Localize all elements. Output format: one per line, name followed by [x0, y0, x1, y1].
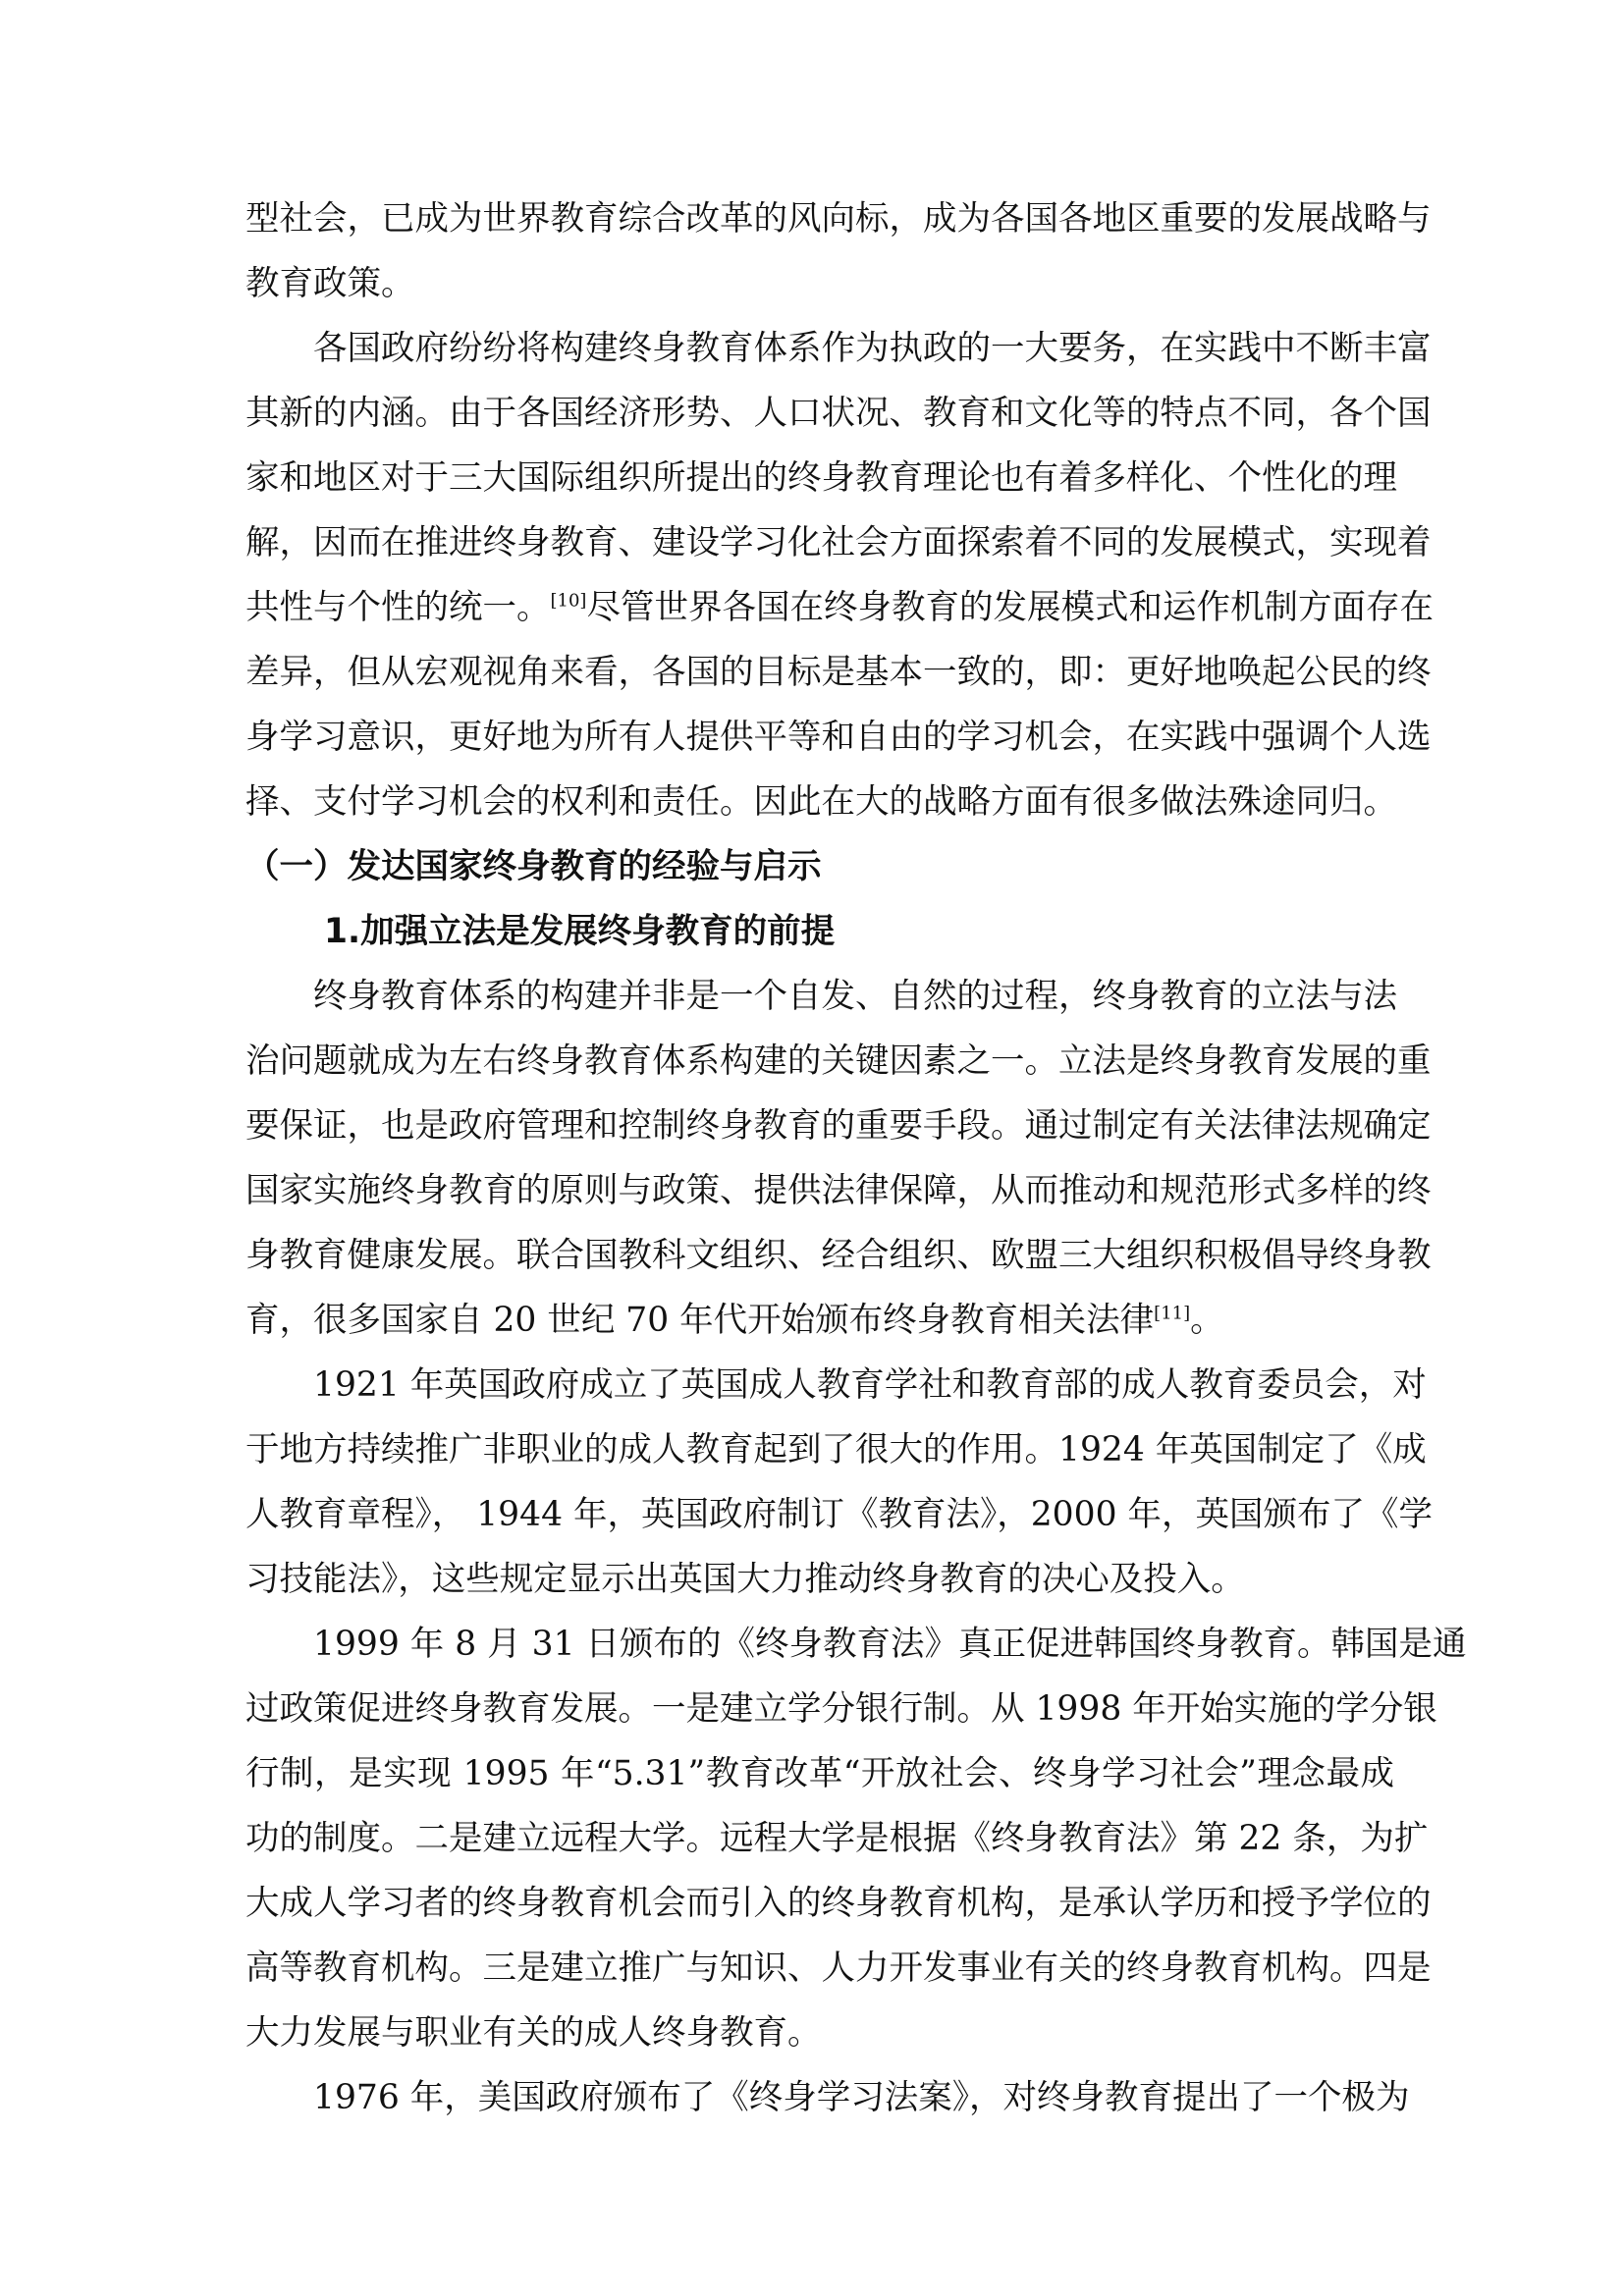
text-line: 大力发展与职业有关的成人终身教育。: [245, 2013, 822, 2053]
text-line: 大成人学习者的终身教育机会而引入的终身教育机构，是承认学历和授予学位的: [245, 1884, 1432, 1923]
text-line: 差异，但从宏观视角来看，各国的目标是基本一致的，即：更好地唤起公民的终: [245, 653, 1432, 692]
text-line: 解，因而在推进终身教育、建设学习化社会方面探索着不同的发展模式，实现着: [245, 523, 1432, 562]
text-segment: 。: [1190, 1301, 1224, 1340]
text-line: 高等教育机构。三是建立推广与知识、人力开发事业有关的终身教育机构。四是: [245, 1949, 1432, 1988]
text-line: 行制，是实现 1995 年“5.31”教育改革“开放社会、终身学习社会”理念最成: [245, 1754, 1394, 1793]
text-line: [245, 1288, 1394, 1353]
text-line: 人教育章程》， 1944 年，英国政府制订《教育法》，2000 年，英国颁布了《学: [245, 1495, 1433, 1534]
text-line: 其新的内涵。由于各国经济形势、人口状况、教育和文化等的特点不同，各个国: [245, 394, 1432, 433]
text-line: 型社会，已成为世界教育综合改革的风向标，成为各国各地区重要的发展战略与: [245, 199, 1432, 239]
text-line: 各国政府纷纷将构建终身教育体系作为执政的一大要务，在实践中不断丰富: [313, 329, 1432, 368]
section-heading: （一）发达国家终身教育的经验与启示: [245, 847, 822, 886]
text-segment: 尽管世界各国在终身教育的发展模式和运作机制方面存在: [586, 588, 1434, 627]
text-line: 终身教育体系的构建并非是一个自发、自然的过程，终身教育的立法与法: [313, 977, 1397, 1016]
text-line: 过政策促进终身教育发展。一是建立学分银行制。从 1998 年开始实施的学分银: [245, 1689, 1437, 1729]
text-segment: 共性与个性的统一。: [245, 588, 551, 627]
text-line: 身学习意识，更好地为所有人提供平等和自由的学习机会，在实践中强调个人选: [245, 718, 1432, 757]
text-line: 国家实施终身教育的原则与政策、提供法律保障，从而推动和规范形式多样的终: [245, 1171, 1432, 1210]
text-line: 1999 年 8 月 31 日颁布的《终身教育法》真正促进韩国终身教育。韩国是通: [313, 1625, 1467, 1664]
text-line: 要保证，也是政府管理和控制终身教育的重要手段。通过制定有关法律法规确定: [245, 1106, 1432, 1146]
text-line: 教育政策。: [245, 264, 415, 303]
text-line: [245, 575, 1434, 640]
text-line: 1976 年，美国政府颁布了《终身学习法案》，对终身教育提出了一个极为: [313, 2078, 1410, 2117]
paragraph-2: [245, 316, 1434, 834]
text-line: 1921 年英国政府成立了英国成人教育学社和教育部的成人教育委员会，对: [313, 1365, 1427, 1405]
text-line: 功的制度。二是建立远程大学。远程大学是根据《终身教育法》第 22 条，为扩: [245, 1819, 1429, 1858]
paragraph-4: [245, 1353, 1433, 1612]
paragraph-1: [245, 187, 1432, 316]
text-line: 于地方持续推广非职业的成人教育起到了很大的作用。1924 年英国制定了《成: [245, 1430, 1427, 1469]
citation-ref: [11]: [1154, 1303, 1191, 1324]
text-segment: 育，很多国家自 20 世纪 70 年代开始颁布终身教育相关法律: [245, 1301, 1155, 1340]
document-page: [245, 187, 1467, 2130]
paragraph-3: [245, 964, 1432, 1353]
text-line: 家和地区对于三大国际组织所提出的终身教育理论也有着多样化、个性化的理: [245, 458, 1397, 498]
text-line: 身教育健康发展。联合国教科文组织、经合组织、欧盟三大组织积极倡导终身教: [245, 1236, 1432, 1275]
paragraph-5: [245, 1612, 1467, 2065]
text-line: 择、支付学习机会的权利和责任。因此在大的战略方面有很多做法殊途同归。: [245, 782, 1397, 822]
paragraph-6: [245, 2065, 1410, 2130]
subsection-heading: 1.加强立法是发展终身教育的前提: [324, 912, 836, 951]
text-line: 习技能法》，这些规定显示出英国大力推动终身教育的决心及投入。: [245, 1560, 1245, 1599]
citation-ref: [10]: [550, 590, 587, 612]
text-line: 治问题就成为左右终身教育体系构建的关键因素之一。立法是终身教育发展的重: [245, 1041, 1432, 1081]
